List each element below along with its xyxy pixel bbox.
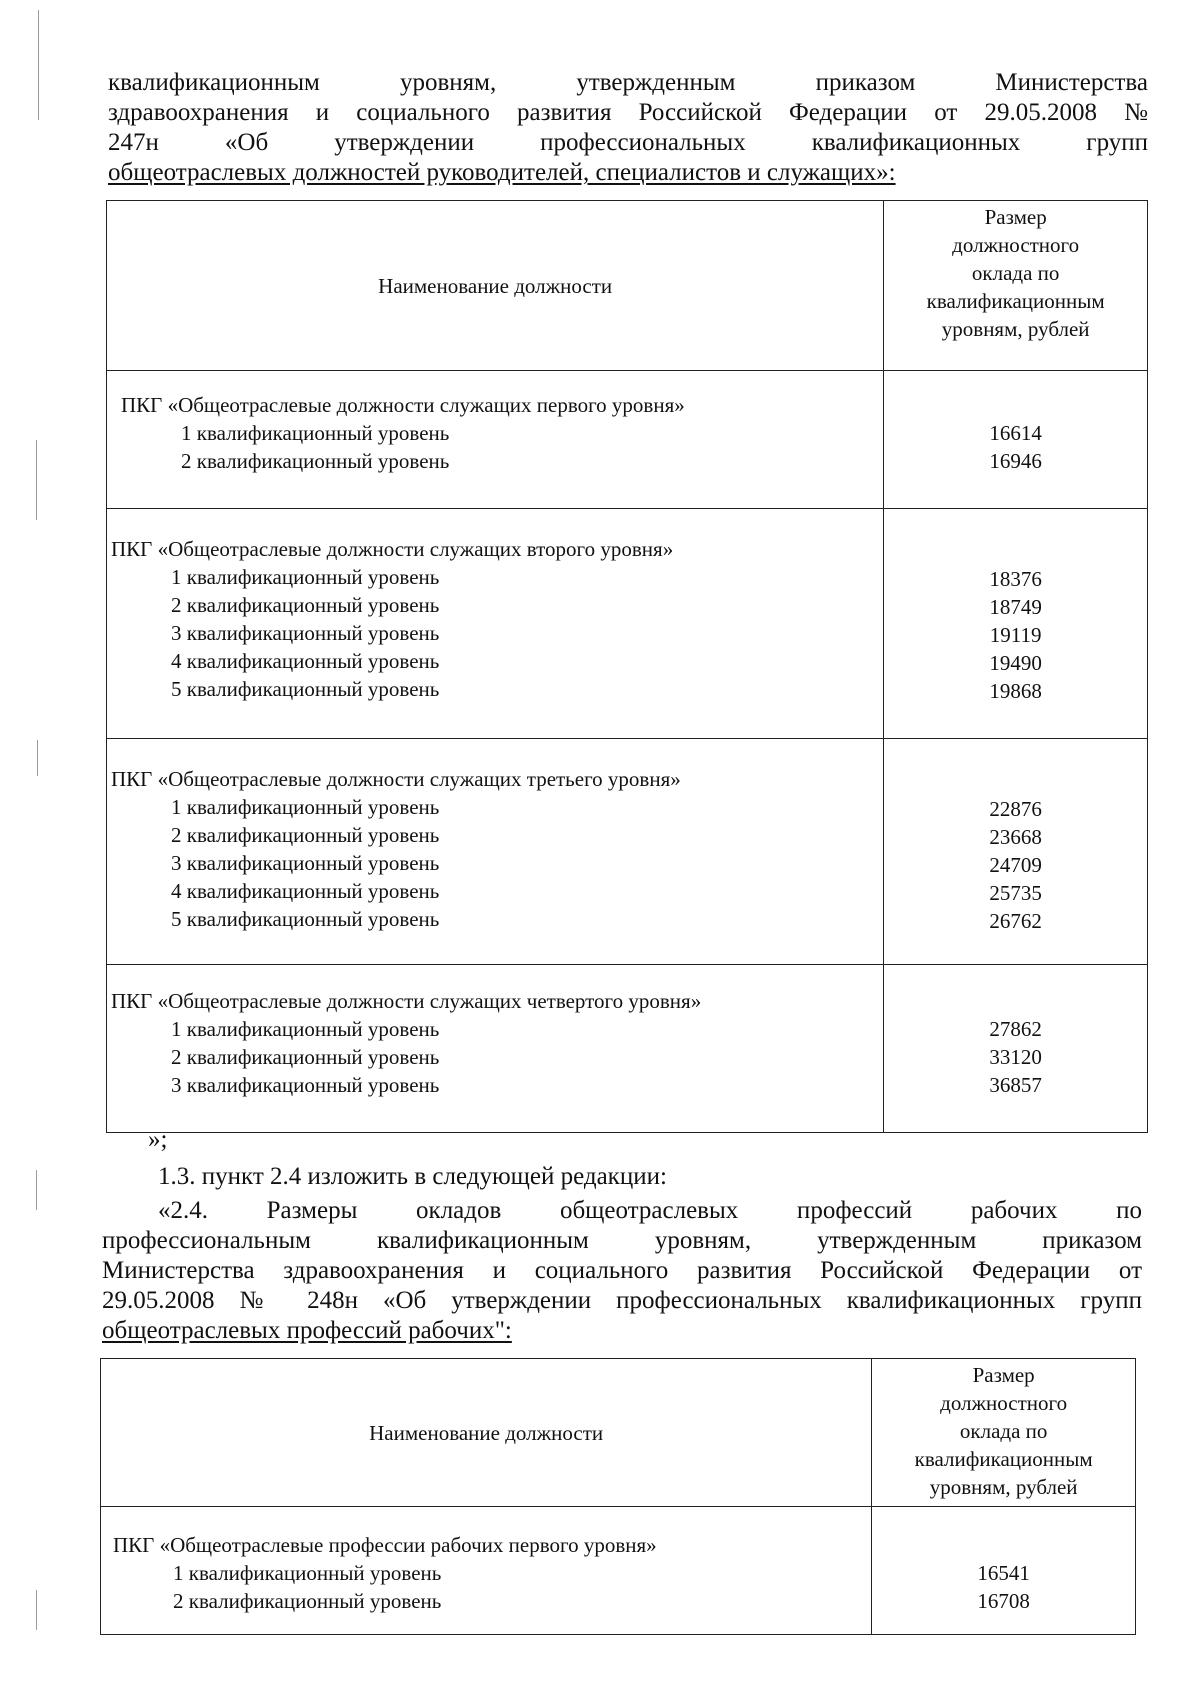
group-name-cell [101, 1507, 872, 1635]
level-label: 4 квалификационный уровень [171, 879, 440, 903]
level-label: 2 квалификационный уровень [171, 823, 440, 847]
salary-value: 18749 [989, 595, 1042, 619]
group-title: ПКГ «Общеотраслевые должности служащих первого уровня» [121, 393, 685, 417]
column-header-salary-line: оклада по [971, 261, 1060, 285]
salary-value: 22876 [989, 797, 1042, 821]
salary-value: 16614 [989, 421, 1042, 445]
column-header-salary-line: должностного [940, 1391, 1068, 1415]
section-2-4-line: 29.05.2008 № 248н «Об утверждении профессиональных квалификационных групп [102, 1287, 1142, 1314]
scan-artifact [38, 10, 39, 120]
intro-paragraph [108, 68, 1148, 188]
group-values-cell [884, 371, 1148, 509]
group-title: ПКГ «Общеотраслевые профессии рабочих первого уровня» [113, 1533, 657, 1557]
group-title: ПКГ «Общеотраслевые должности служащих второго уровня» [111, 537, 674, 561]
table-row [107, 509, 1148, 739]
salary-value: 36857 [989, 1073, 1042, 1097]
level-label: 1 квалификационный уровень [171, 565, 440, 589]
salary-value: 19119 [989, 623, 1042, 647]
group-values-cell [884, 509, 1148, 739]
salary-value: 16541 [977, 1561, 1030, 1585]
section-1-3-text: 1.3. пункт 2.4 изложить в следующей редакции: [158, 1163, 667, 1190]
column-header-salary-line: квалификационным [914, 1447, 1093, 1471]
group-title: ПКГ «Общеотраслевые должности служащих четвертого уровня» [111, 989, 702, 1013]
salary-value: 16708 [977, 1589, 1030, 1613]
column-header-position [107, 201, 884, 371]
intro-line: квалификационным уровням, утвержденным приказом Министерства [108, 69, 1148, 96]
section-2-4-paragraph [102, 1196, 1142, 1346]
section-1-3-paragraph [158, 1162, 1148, 1192]
salary-value: 23668 [989, 825, 1042, 849]
level-label: 3 квалификационный уровень [171, 1073, 440, 1097]
salary-table-employees [106, 200, 1148, 1133]
column-header-salary-line: уровням, рублей [929, 1475, 1078, 1499]
table-row [107, 965, 1148, 1133]
salary-value: 25735 [989, 881, 1042, 905]
group-name-cell [107, 739, 884, 965]
group-title: ПКГ «Общеотраслевые должности служащих третьего уровня» [111, 767, 681, 791]
level-label: 1 квалификационный уровень [181, 421, 450, 445]
column-header-salary-line: должностного [952, 233, 1080, 257]
salary-value: 16946 [989, 449, 1042, 473]
table-row [107, 371, 1148, 509]
level-label: 5 квалификационный уровень [171, 677, 440, 701]
level-label: 5 квалификационный уровень [171, 907, 440, 931]
table-header-row [101, 1359, 1136, 1507]
scan-artifact [36, 1170, 37, 1210]
column-header-position-label: Наименование должности [378, 273, 613, 298]
salary-value: 19490 [989, 651, 1042, 675]
group-name-cell [107, 965, 884, 1133]
scan-artifact [36, 1590, 37, 1630]
level-label: 1 квалификационный уровень [173, 1561, 442, 1585]
level-label: 1 квалификационный уровень [171, 1017, 440, 1041]
salary-value: 18376 [989, 567, 1042, 591]
level-label: 3 квалификационный уровень [171, 621, 440, 645]
closing-quote: »; [148, 1126, 168, 1153]
column-header-salary-line: Размер [984, 205, 1047, 229]
scan-artifact [36, 440, 37, 520]
section-2-4-line: общеотраслевых профессий рабочих": [102, 1317, 512, 1344]
salary-value: 27862 [989, 1017, 1042, 1041]
section-2-4-line: Министерства здравоохранения и социального развития Российской Федерации от [102, 1257, 1142, 1284]
scan-artifact [37, 740, 38, 776]
salary-value: 26762 [989, 909, 1042, 933]
intro-line: общеотраслевых должностей руководителей, специалистов и служащих»: [108, 159, 896, 186]
column-header-salary-line: оклада по [959, 1419, 1048, 1443]
group-name-cell [107, 509, 884, 739]
level-label: 4 квалификационный уровень [171, 649, 440, 673]
group-values-cell [872, 1507, 1136, 1635]
column-header-position-label: Наименование должности [369, 1420, 604, 1445]
level-label: 3 квалификационный уровень [171, 851, 440, 875]
table-row [101, 1507, 1136, 1635]
column-header-salary [872, 1359, 1136, 1507]
column-header-salary-line: Размер [972, 1363, 1035, 1387]
column-header-salary [884, 201, 1148, 371]
column-header-position [101, 1359, 872, 1507]
group-name-cell [107, 371, 884, 509]
group-values-cell [884, 965, 1148, 1133]
salary-value: 19868 [989, 679, 1042, 703]
column-header-salary-line: уровням, рублей [941, 317, 1090, 341]
level-label: 2 квалификационный уровень [173, 1589, 442, 1613]
level-label: 2 квалификационный уровень [181, 449, 450, 473]
salary-table-workers [100, 1358, 1136, 1635]
intro-line: 247н «Об утверждении профессиональных квалификационных групп [108, 129, 1148, 156]
column-header-salary-line: квалификационным [926, 289, 1105, 313]
section-2-4-line: «2.4. Размеры окладов общеотраслевых профессий рабочих по [158, 1197, 1142, 1224]
table-header-row [107, 201, 1148, 371]
salary-value: 24709 [989, 853, 1042, 877]
intro-line: здравоохранения и социального развития Российской Федерации от 29.05.2008 № [108, 99, 1148, 126]
section-2-4-line: профессиональным квалификационным уровням, утвержденным приказом [102, 1227, 1142, 1254]
level-label: 1 квалификационный уровень [171, 795, 440, 819]
level-label: 2 квалификационный уровень [171, 1045, 440, 1069]
table-row [107, 739, 1148, 965]
group-values-cell [884, 739, 1148, 965]
level-label: 2 квалификационный уровень [171, 593, 440, 617]
salary-value: 33120 [989, 1045, 1042, 1069]
